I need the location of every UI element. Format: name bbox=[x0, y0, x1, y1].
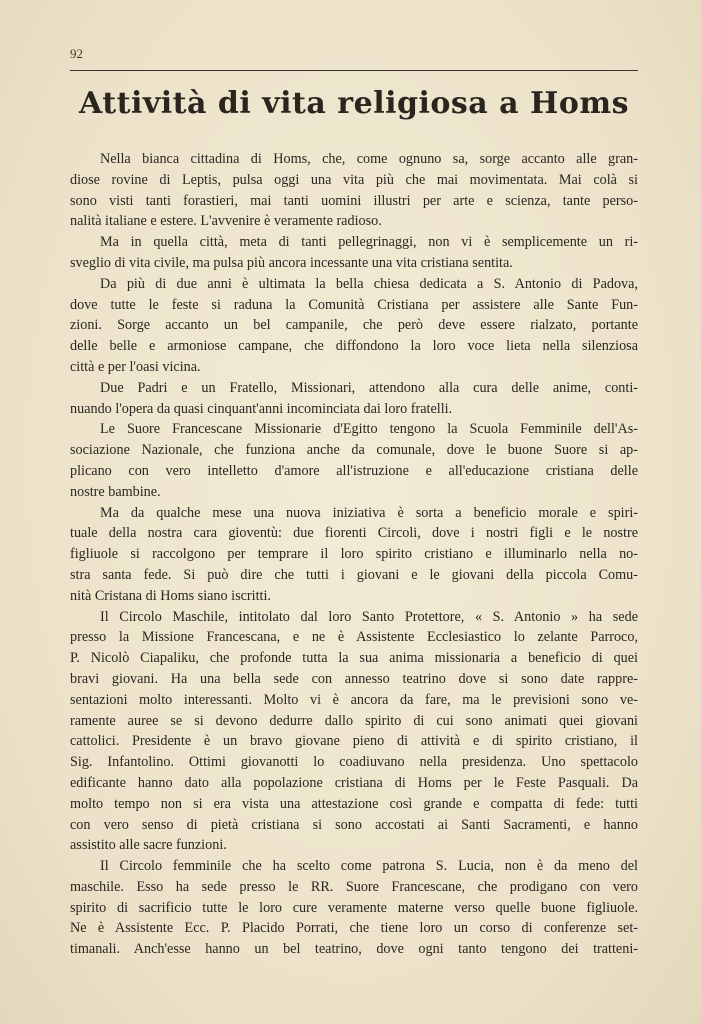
text-line: Ma in quella città, meta di tanti pellegrinaggi, non vi è semplicemente un ri- bbox=[100, 234, 638, 251]
text-line: cattolici. Presidente è un bravo giovane pieno di attività e di spirito cristiano, il bbox=[70, 733, 638, 750]
text-line: molto tempo non si era vista una attestazione così grande e compatta di fede: tutti bbox=[70, 795, 638, 812]
text-line: maschile. Esso ha sede presso le RR. Suore Francescane, che prodigano con vero bbox=[70, 878, 638, 895]
text-line: Due Padri e un Fratello, Missionari, attendono alla cura delle anime, conti- bbox=[100, 379, 638, 396]
text-line: sentazioni molto interessanti. Molto vi è ancora da fare, ma le previsioni sono ve- bbox=[70, 691, 638, 708]
text-line: stra santa fede. Si può dire che tutti i giovani e le giovani della piccola Comu- bbox=[70, 566, 638, 583]
text-line: con vero senso di pietà cristiana si sono accostati ai Santi Sacramenti, e hanno bbox=[70, 816, 638, 833]
text-line: bravi giovani. Ha una bella sede con annesso teatrino dove si sono date rappre- bbox=[70, 670, 638, 687]
text-line: Da più di due anni è ultimata la bella chiesa dedicata a S. Antonio di Padova, bbox=[100, 275, 638, 292]
text-line: zioni. Sorge accanto un bel campanile, che però deve essere rialzato, portante bbox=[70, 317, 638, 334]
text-line: Sig. Infantolino. Ottimi giovanotti lo coadiuvano nella presidenza. Uno spettacolo bbox=[70, 754, 638, 771]
text-line: P. Nicolò Ciapaliku, che profonde tutta la sua anima missionaria a beneficio di quei bbox=[70, 650, 638, 667]
text-line: Ma da qualche mese una nuova iniziativa è sorta a beneficio morale e spiri- bbox=[100, 504, 638, 521]
text-line: città e per l'oasi vicina. bbox=[70, 358, 201, 375]
text-line: Il Circolo Maschile, intitolato dal loro Santo Protettore, « S. Antonio » ha sede bbox=[100, 608, 638, 625]
text-line: Ne è Assistente Ecc. P. Placido Porrati, che tiene loro un corso di conferenze set- bbox=[70, 920, 638, 937]
text-line: ramente auree se si devono dedurre dallo spirito di cui sono animati quei giovani bbox=[70, 712, 638, 729]
text-line: delle belle e armoniose campane, che diffondono la loro voce lieta nella silenziosa bbox=[70, 338, 638, 355]
text-line: Nella bianca cittadina di Homs, che, come ognuno sa, sorge accanto alle gran- bbox=[100, 151, 638, 167]
text-line: presso la Missione Francescana, e ne è Assistente Ecclesiastico lo zelante Parroco, bbox=[70, 629, 638, 646]
text-line: sociazione Nazionale, che funziona anche da comunale, dove le buone Suore si ap- bbox=[70, 442, 638, 459]
text-line: edificante hanno dato alla popolazione cristiana di Homs per le Feste Pasquali. Da bbox=[70, 774, 638, 791]
header-rule bbox=[70, 70, 638, 71]
article-title: Attività di vita religiosa a Homs bbox=[78, 86, 630, 121]
text-line: dove tutte le feste si raduna la Comunità Cristiana per assistere alle Sante Fun- bbox=[70, 296, 638, 313]
text-line: nità Cristana di Homs siano iscritti. bbox=[70, 587, 271, 604]
text-line: sono visti tanti forastieri, mai tanti uomini illustri per arte e scienza, tante perso- bbox=[70, 192, 638, 209]
text-line: nostre bambine. bbox=[70, 483, 161, 500]
page-number: 92 bbox=[70, 46, 83, 61]
text-line: sveglio di vita civile, ma pulsa più ancora incessante una vita cristiana sentita. bbox=[70, 254, 513, 271]
text-line: spirito di sacrificio tutte le loro cure veramente materne verso quelle buone figliuole. bbox=[70, 899, 638, 916]
text-line: Il Circolo femminile che ha scelto come patrona S. Lucia, non è da meno del bbox=[100, 858, 638, 875]
text-line: nuando l'opera da quasi cinquant'anni incominciata dai loro fratelli. bbox=[70, 400, 453, 417]
text-line: figliuole si raccolgono per temprare il loro spirito cristiano e illuminarlo nella no- bbox=[70, 546, 638, 563]
text-line: nalità italiane e estere. L'avvenire è veramente radioso. bbox=[70, 213, 382, 230]
text-line: assistito alle sacre funzioni. bbox=[70, 837, 227, 854]
text-line: diose rovine di Leptis, pulsa oggi una vita più che mai movimentata. Mai colà si bbox=[70, 171, 638, 188]
text-line: Le Suore Francescane Missionarie d'Egitto tengono la Scuola Femminile dell'As- bbox=[100, 421, 638, 438]
text-line: timanali. Anch'esse hanno un bel teatrino, dove ogni tanto tengono dei tratteni- bbox=[70, 941, 638, 958]
text-line: plicano con vero intelletto d'amore all'istruzione e all'educazione cristiana delle bbox=[70, 462, 638, 479]
article-body bbox=[70, 149, 638, 960]
text-line: tuale della nostra cara gioventù: due fiorenti Circoli, dove i nostri figli e le nostre bbox=[70, 525, 638, 542]
